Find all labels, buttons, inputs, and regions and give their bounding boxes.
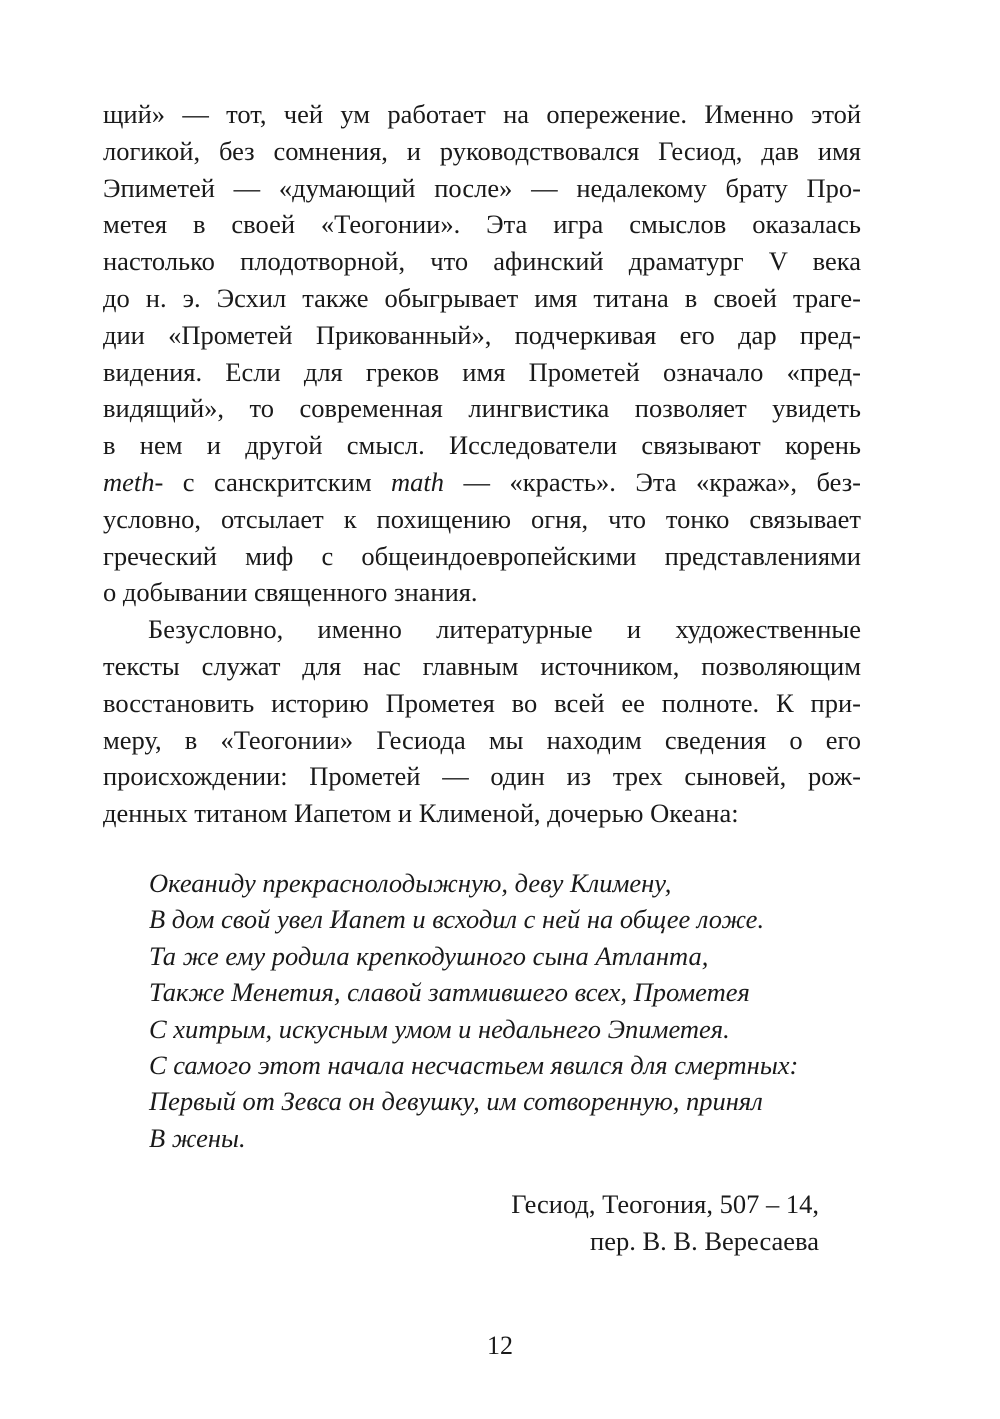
text-line: о добывании священного знания. bbox=[103, 577, 478, 608]
verse-line: В дом свой увел Иапет и всходил с ней на общее ложе. bbox=[149, 904, 765, 935]
verse-line: С хитрым, искусным умом и недальнего Эпиметея. bbox=[149, 1013, 730, 1044]
verse-attribution bbox=[103, 1186, 861, 1259]
text-segment: — «красть». Эта «кража», без- bbox=[444, 466, 861, 497]
verse-line: Первый от Зевса он девушку, им сотворенную, принял bbox=[149, 1086, 763, 1117]
text-line: происхождении: Прометей — один из трех сыновей, рож- bbox=[103, 761, 861, 792]
page-number: 12 bbox=[487, 1331, 513, 1360]
text-line: Безусловно, именно литературные и художественные bbox=[148, 614, 861, 645]
italic-term-math: math bbox=[391, 466, 445, 497]
attribution-translator: пер. В. В. Вересаева bbox=[590, 1225, 819, 1256]
text-line-with-italics bbox=[103, 464, 861, 501]
page-body bbox=[103, 96, 861, 1259]
verse-line: Та же ему родила крепкодушного сына Атланта, bbox=[149, 940, 709, 971]
verse-line: Также Менетия, славой затмившего всех, Прометея bbox=[149, 977, 750, 1008]
verse-line: С самого этот начала несчастьем явился для смертных: bbox=[149, 1049, 799, 1080]
text-line: меру, в «Теогонии» Гесиода мы находим сведения о его bbox=[103, 724, 861, 755]
paragraph-literary-sources bbox=[103, 611, 861, 832]
text-line: до н. э. Эсхил также обыгрывает имя титана в своей траге- bbox=[103, 282, 861, 313]
text-line: Эпиметей — «думающий после» — недалекому брату Про- bbox=[103, 172, 861, 203]
verse-line: В жены. bbox=[149, 1122, 246, 1153]
text-line: логикой, без сомнения, и руководствовался Гесиод, дав имя bbox=[103, 135, 861, 166]
text-line: в нем и другой смысл. Исследователи связывают корень bbox=[103, 430, 861, 461]
text-segment: с санскритским bbox=[163, 466, 392, 497]
text-line: тексты служат для нас главным источником, позволяющим bbox=[103, 650, 861, 681]
italic-term-meth: meth- bbox=[103, 466, 164, 497]
text-line: восстановить историю Прометея во всей ее полноте. К при- bbox=[103, 687, 861, 718]
paragraph-prometheus-name bbox=[103, 96, 861, 611]
attribution-source: Гесиод, Теогония, 507 – 14, bbox=[511, 1189, 819, 1220]
verse-line: Океаниду прекраснолодыжную, деву Климену, bbox=[149, 867, 672, 898]
text-line: видения. Если для греков имя Прометей означало «пред- bbox=[103, 356, 861, 387]
text-line: щий» — тот, чей ум работает на опережение. Именно этой bbox=[103, 99, 861, 129]
text-line: греческий миф с общеиндоевропейскими представлениями bbox=[103, 540, 861, 571]
text-line: метея в своей «Теогонии». Эта игра смыслов оказалась bbox=[103, 209, 861, 240]
text-line: видящий», то современная лингвистика позволяет увидеть bbox=[103, 393, 861, 424]
text-line: условно, отсылает к похищению огня, что тонко связывает bbox=[103, 503, 861, 534]
text-line: настолько плодотворной, что афинский драматург V века bbox=[103, 246, 861, 277]
text-line: дии «Прометей Прикованный», подчеркивая его дар пред- bbox=[103, 319, 861, 350]
verse-quotation bbox=[149, 865, 861, 1156]
text-line: денных титаном Иапетом и Клименой, дочерью Океана: bbox=[103, 798, 739, 829]
